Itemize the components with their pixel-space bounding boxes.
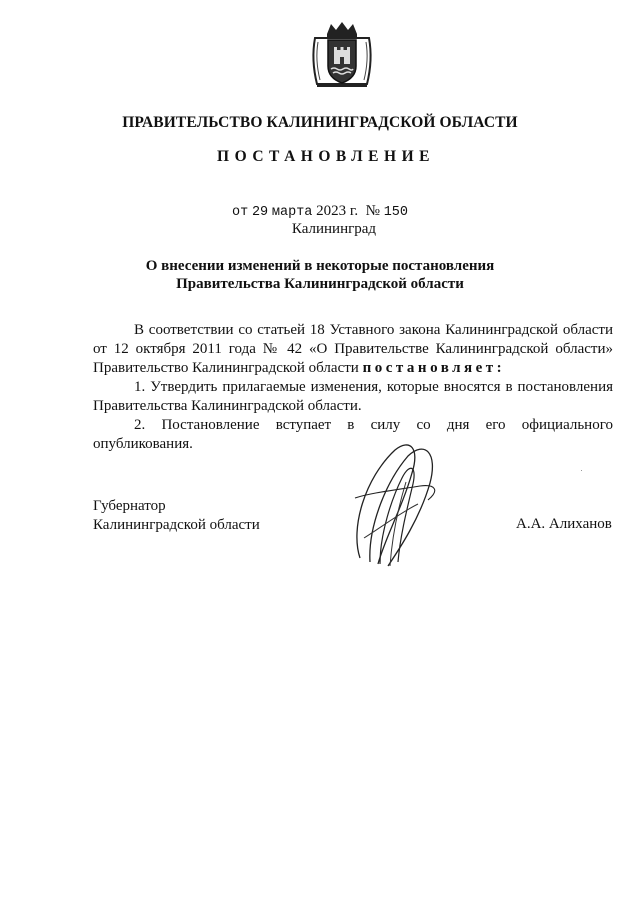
date-prefix: от xyxy=(232,205,249,220)
date-number-line xyxy=(232,203,408,220)
signer-name: А.А. Алиханов xyxy=(516,516,612,532)
city: Калининград xyxy=(291,221,377,237)
document-body xyxy=(93,321,613,454)
signer-position-line-1: Губернатор xyxy=(93,498,166,514)
signer-position xyxy=(93,497,260,535)
date-year: 2023 г. xyxy=(316,203,359,219)
subject-line-2: Правительства Калининградской области xyxy=(176,276,464,292)
intro-paragraph xyxy=(93,321,613,378)
number-sign: № xyxy=(365,203,380,219)
document-subject xyxy=(0,257,640,293)
intro-text: В соответствии со статьей 18 Уставного закона Калининградской области от 12 октября 2011 года № 42 «О Правительстве Калининградской области» Правительство Калининградской области xyxy=(93,322,613,376)
date-month: марта xyxy=(271,205,313,220)
scan-speck xyxy=(581,470,582,471)
signer-position-line-2: Калининградской области xyxy=(93,517,260,533)
subject-line-1: О внесении изменений в некоторые постановления xyxy=(145,258,495,274)
decides-word: постановляет: xyxy=(362,360,506,376)
handwritten-signature-icon xyxy=(340,438,445,570)
document-number: 150 xyxy=(383,205,409,220)
date-day: 29 xyxy=(251,205,269,220)
item-1: 1. Утвердить прилагаемые изменения, которые вносятся в постановления Правительства Калининградской области. xyxy=(93,379,613,414)
item-2: 2. Постановление вступает в силу со дня его официального опубликования. xyxy=(93,417,613,452)
government-title: ПРАВИТЕЛЬСТВО КАЛИНИНГРАДСКОЙ ОБЛАСТИ xyxy=(122,114,518,131)
document-type: ПОСТАНОВЛЕНИЕ xyxy=(217,148,435,165)
kaliningrad-coat-of-arms-icon xyxy=(309,20,375,90)
